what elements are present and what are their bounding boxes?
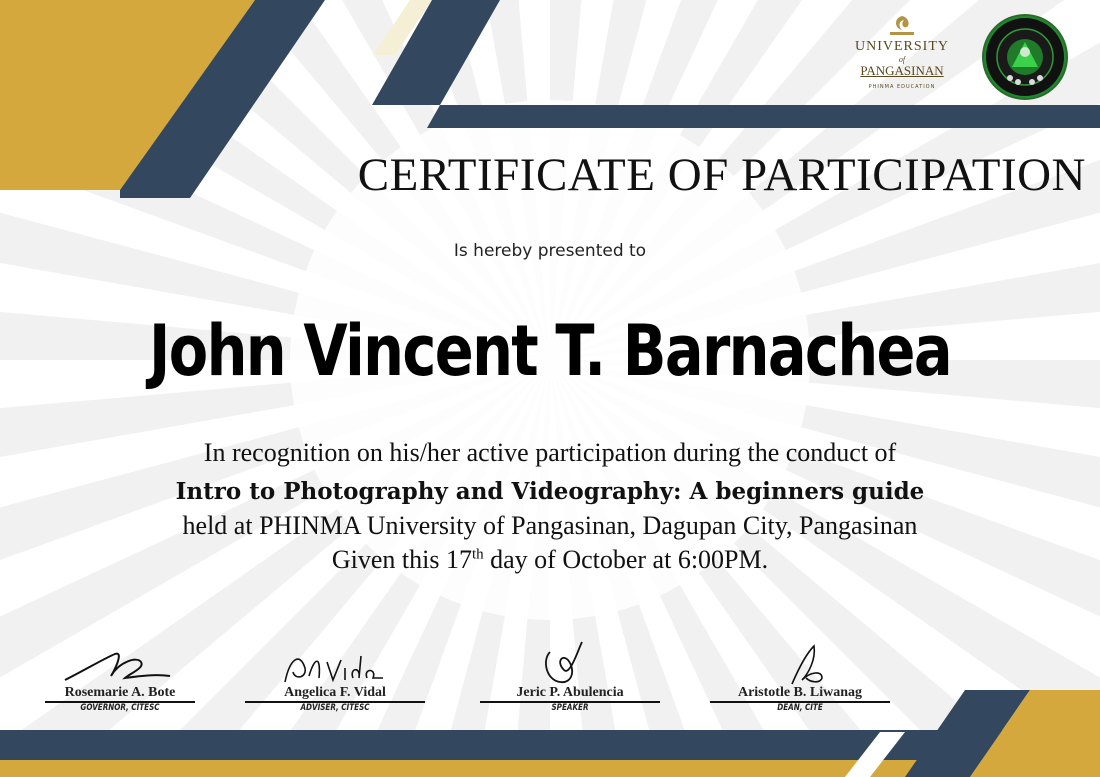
organization-seal xyxy=(980,12,1070,102)
university-name-line1: UNIVERSITY xyxy=(855,39,949,54)
given-date-ordinal: th xyxy=(471,546,484,563)
given-date-prefix: Given this 17 xyxy=(331,545,472,574)
signature-1-icon xyxy=(45,648,195,688)
signatory-3 xyxy=(480,640,660,713)
organization-seal-icon xyxy=(980,12,1070,102)
signatory-2-role: ADVISER, CITESC xyxy=(300,703,370,713)
signatory-1-name: Rosemarie A. Bote xyxy=(64,685,176,700)
university-name-line2: PANGASINAN xyxy=(860,63,944,78)
signature-3-icon xyxy=(480,640,660,688)
given-date-rest: day of October at 6:00PM. xyxy=(483,545,769,574)
given-date-line xyxy=(0,545,1100,575)
certificate-title: CERTIFICATE OF PARTICIPATION xyxy=(357,149,1086,201)
signatory-2-name: Angelica F. Vidal xyxy=(284,685,386,700)
recipient-name: John Vincent T. Barnachea xyxy=(149,310,951,392)
university-logo xyxy=(852,14,952,96)
signature-4-icon xyxy=(710,640,890,688)
university-tagline: PHINMA EDUCATION xyxy=(868,84,936,90)
top-right-navy-strip xyxy=(427,105,1100,128)
venue-line: held at PHINMA University of Pangasinan, Dagupan City, Pangasinan xyxy=(182,511,918,540)
university-name-of: of xyxy=(898,55,906,64)
signatory-4 xyxy=(710,640,890,713)
signatory-4-role: DEAN, CITE xyxy=(777,703,823,713)
signatory-1 xyxy=(45,648,195,713)
event-title: Intro to Photography and Videography: A beginners guide xyxy=(175,478,925,505)
signatory-3-role: SPEAKER xyxy=(551,703,589,713)
presented-to-text: Is hereby presented to xyxy=(453,241,647,261)
signature-2-icon xyxy=(245,648,425,688)
signatory-2 xyxy=(245,648,425,713)
signatory-4-name: Aristotle B. Liwanag xyxy=(737,685,863,700)
signatory-1-role: GOVERNOR, CITESC xyxy=(80,703,160,713)
recognition-line: In recognition on his/her active participation during the conduct of xyxy=(203,438,897,467)
signatory-3-name: Jeric P. Abulencia xyxy=(516,685,624,700)
